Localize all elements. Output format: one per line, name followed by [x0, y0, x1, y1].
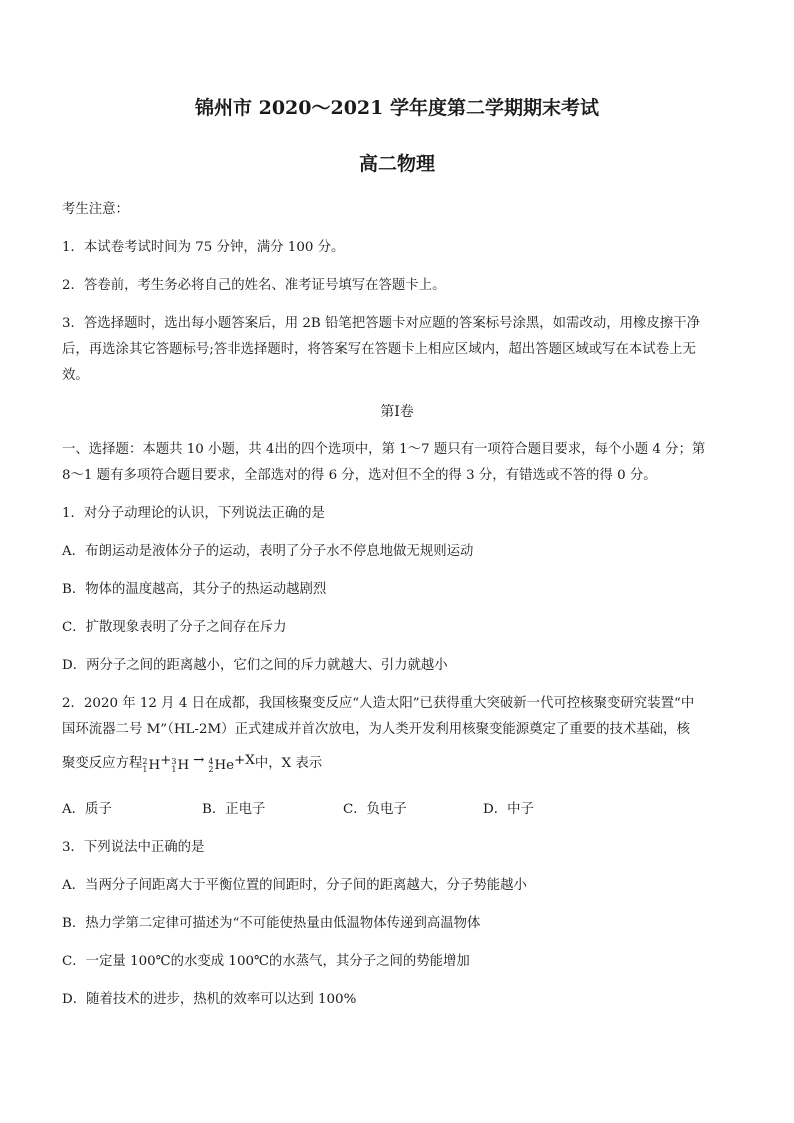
equation-arrow: →: [193, 753, 205, 768]
fusion-equation: [142, 752, 255, 775]
q2-option-a: A．质子: [62, 802, 112, 817]
q2-stem-line3: [62, 752, 732, 775]
nuclide-3-symbol: He: [214, 758, 235, 773]
q2-option-c: C．负电子: [343, 802, 407, 817]
exam-title: 锦州市 2020～2021 学年度第二学期期末考试: [195, 97, 599, 119]
nuclide-2-symbol: H: [177, 758, 190, 773]
q3-stem: 3．下列说法中正确的是: [62, 840, 205, 855]
q2-option-d: D．中子: [483, 802, 534, 817]
q1-option-c: C．扩散现象表明了分子之间存在斥力: [62, 620, 287, 635]
notice-item-1: 1．本试卷考试时间为 75 分钟，满分 100 分。: [62, 240, 345, 255]
part1-instructions-line2: 8～1 题有多项符合题目要求，全部选对的得 6 分，选对但不全的得 3 分，有错选或不答的得 0 分。: [62, 468, 657, 483]
q1-stem: 1．对分子动理论的认识，下列说法正确的是: [62, 506, 325, 521]
q2-option-b: B．正电子: [202, 802, 266, 817]
section-label: 第Ⅰ卷: [380, 404, 414, 420]
notice-item-2: 2．答卷前，考生务必将自己的姓名、准考证号填写在答题卡上。: [62, 278, 446, 293]
nuclide-helium: [208, 757, 234, 775]
nuclide-deuterium: [142, 757, 160, 775]
nuclide-tritium: [171, 757, 189, 775]
q2-line3-suffix: 中，X 表示: [254, 756, 323, 771]
q3-option-d: D．随着技术的进步，热机的效率可以达到 100%: [62, 992, 357, 1007]
notice-heading: 考生注意：: [62, 202, 129, 217]
q3-option-a: A．当两分子间距离大于平衡位置的间距时，分子间的距离越大，分子势能越小: [62, 878, 527, 893]
nuclide-1-mass: 2: [142, 757, 148, 766]
notice-item-3-cont: 后，再选涂其它答题标号;答非选择题时，将答案写在答题卡上相应区域内，超出答题区域或写在本试卷上无: [62, 342, 696, 357]
part1-instructions-line1: 一、选择题：本题共 10 小题，共 4出的四个选项中，第 1～7 题只有一项符合题目要求，每个小题 4 分；第: [62, 442, 706, 457]
q3-option-b: B．热力学第二定律可描述为“不可能使热量由低温物体传递到高温物体: [62, 916, 481, 931]
q1-option-b: B．物体的温度越高，其分子的热运动越剧烈: [62, 582, 327, 597]
nuclide-1-symbol: H: [148, 758, 161, 773]
q2-line3-prefix: 聚变反应方程: [62, 756, 143, 771]
q2-stem-line2: 国环流器二号 M”（HL-2M）正式建成并首次放电，为人类开发利用核聚变能源奠定了重要的技术基础，核: [62, 722, 690, 737]
nuclide-1-charge: 1: [142, 765, 148, 774]
exam-subject: 高二物理: [358, 153, 435, 175]
nuclide-2-charge: 1: [171, 765, 177, 774]
nuclide-2-mass: 3: [171, 757, 177, 766]
q2-stem-line1: 2．2020 年 12 月 4 日在成都，我国核聚变反应“人造太阳”已获得重大突破新一代可控核聚变研究装置“中: [62, 696, 695, 711]
q1-option-d: D．两分子之间的距离越小，它们之间的斥力就越大、引力就越小: [62, 658, 448, 673]
notice-item-3-end: 效。: [62, 368, 89, 383]
q1-option-a: A．布朗运动是液体分子的运动，表明了分子水不停息地做无规则运动: [62, 544, 474, 559]
q3-option-c: C．一定量 100℃的水变成 100℃的水蒸气，其分子之间的势能增加: [62, 954, 470, 969]
equation-tail: +X: [234, 753, 255, 768]
nuclide-3-mass: 4: [208, 757, 214, 766]
notice-item-3: 3．答选择题时，选出每小题答案后，用 2B 铅笔把答题卡对应题的答案标号涂黑，如需改动，用橡皮擦干净: [62, 316, 700, 331]
equation-plus: +: [160, 753, 172, 768]
nuclide-3-charge: 2: [208, 765, 214, 774]
